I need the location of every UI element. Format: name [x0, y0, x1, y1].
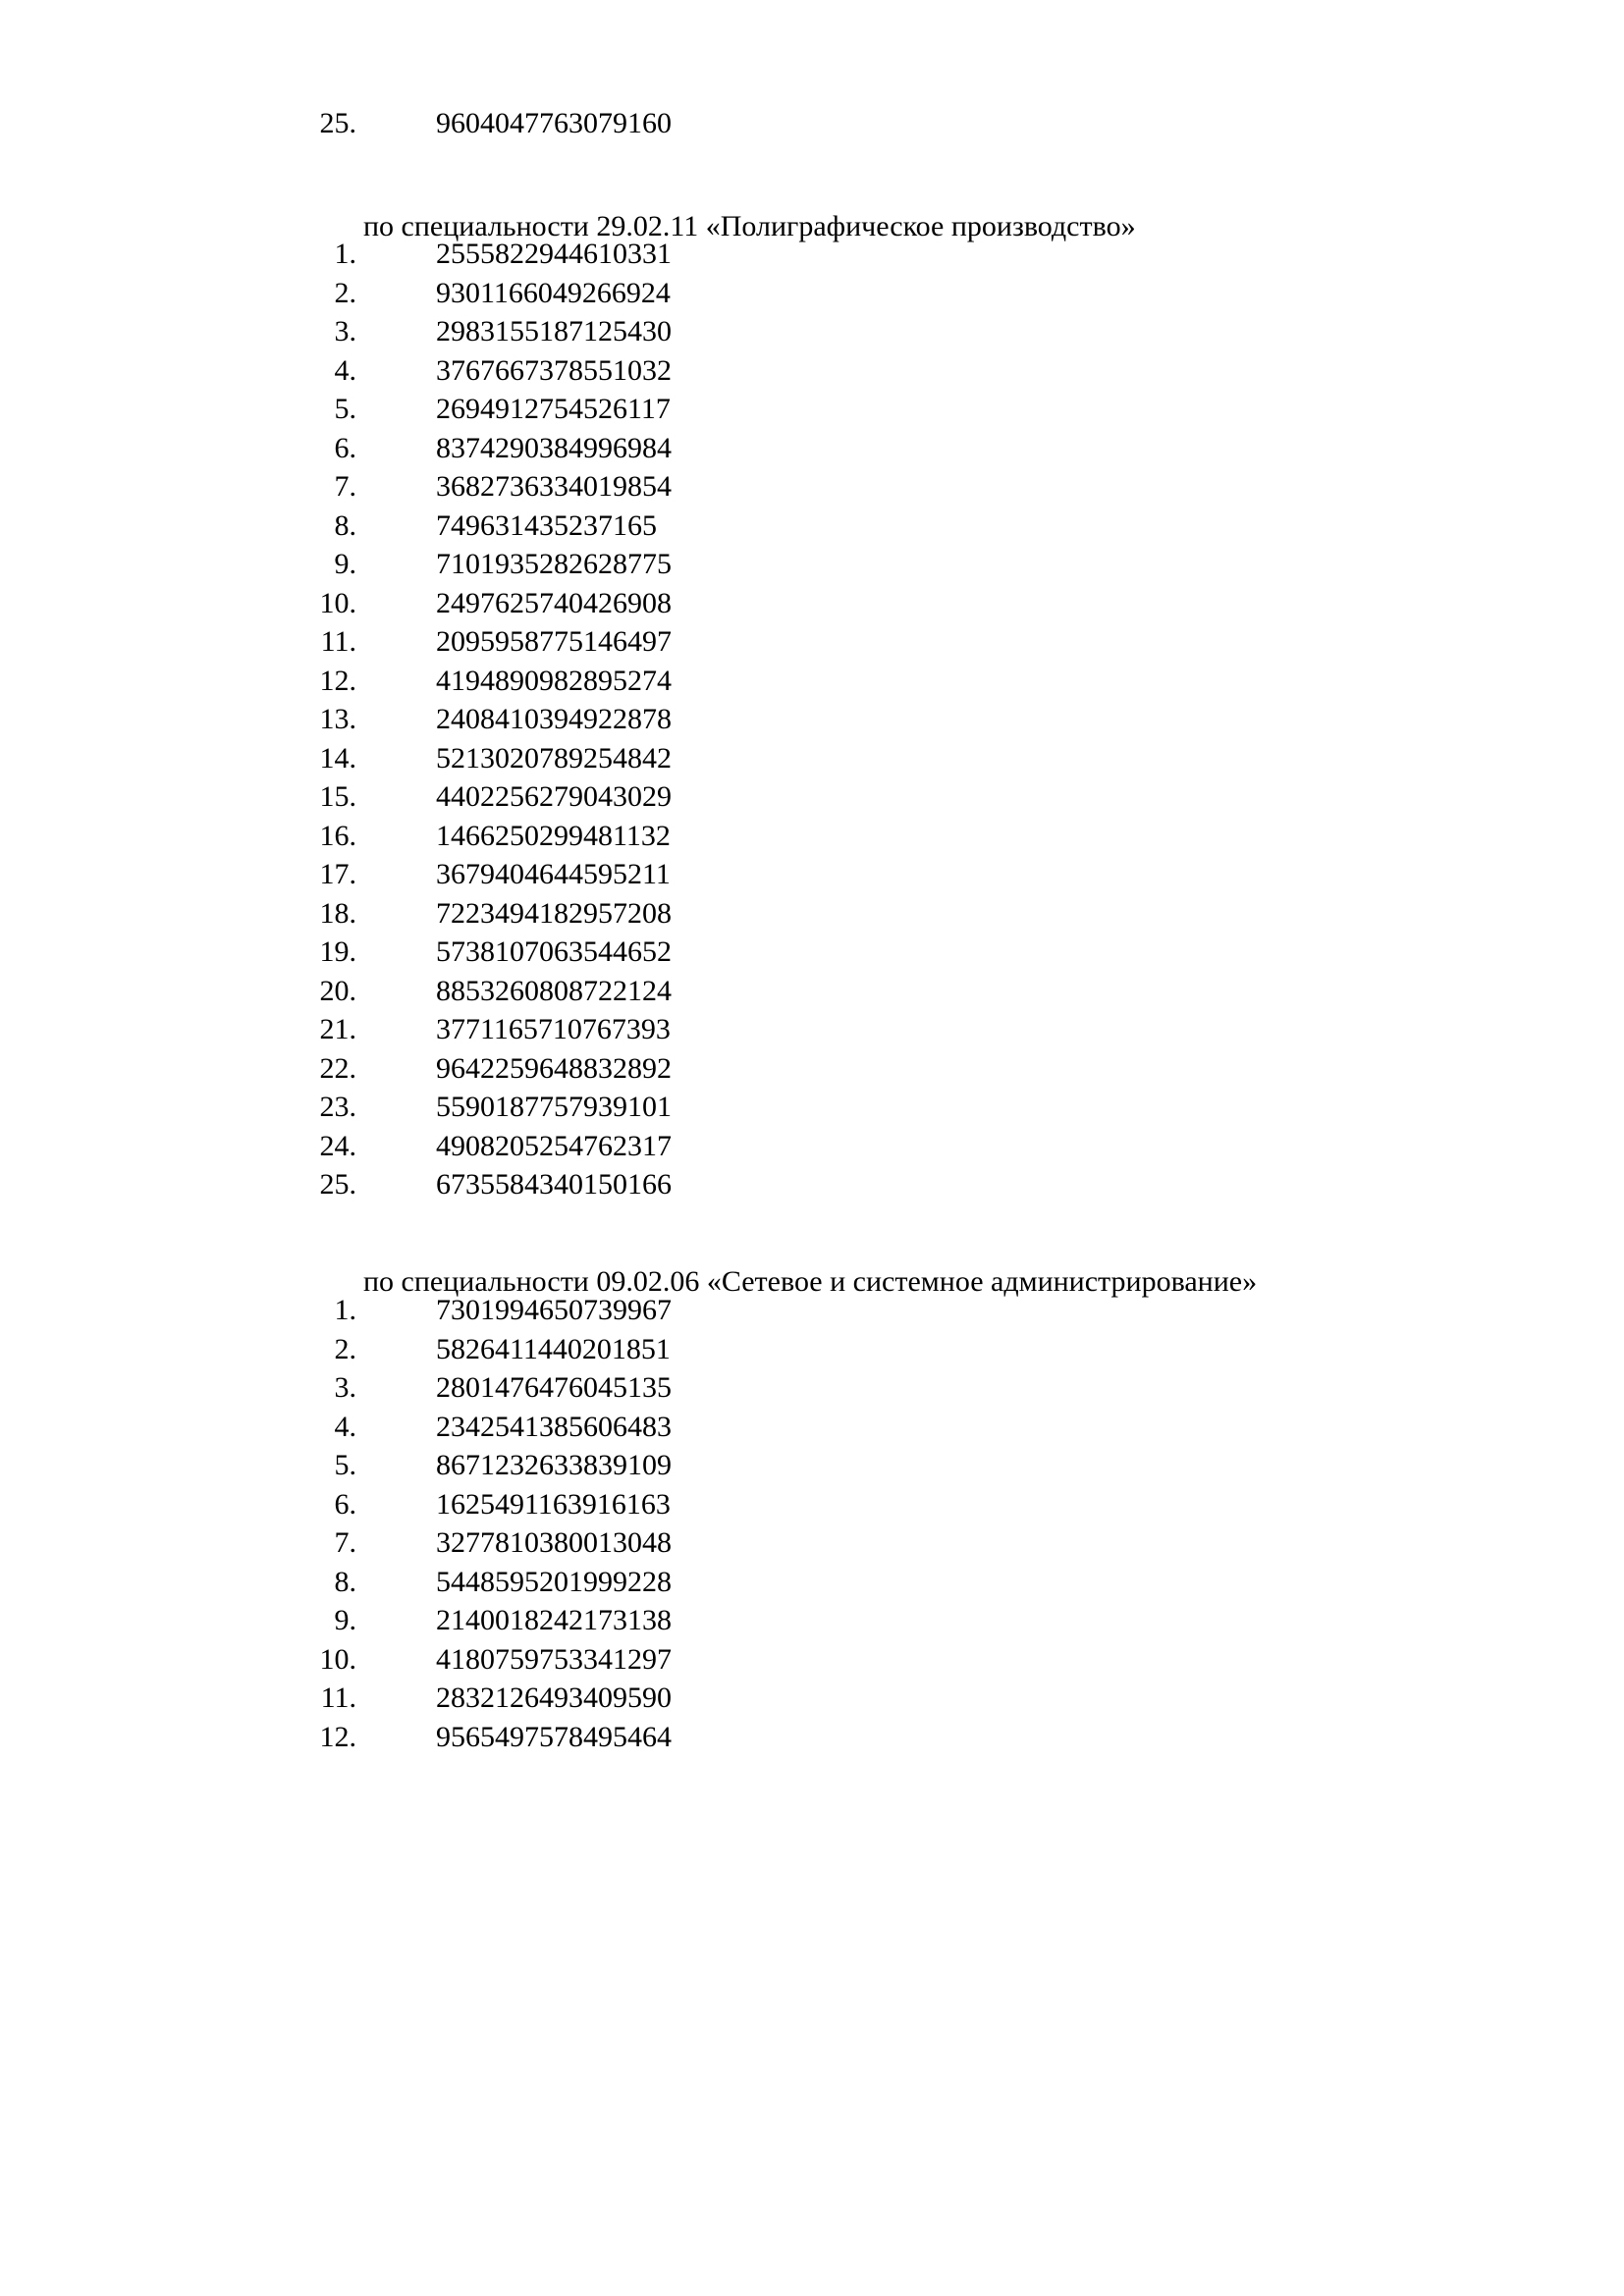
- item-number: 14.: [319, 741, 356, 774]
- list-item: [0, 274, 1624, 313]
- list-item: [0, 1601, 1624, 1640]
- item-number: 10.: [319, 1642, 356, 1676]
- item-code: 6735584340150166: [436, 1168, 672, 1201]
- item-number: 7.: [334, 1526, 356, 1559]
- item-code: 2342541385606483: [436, 1410, 672, 1443]
- item-number: 24.: [319, 1129, 356, 1162]
- list-item: [0, 739, 1624, 778]
- section-list-1: [0, 235, 1624, 1204]
- list-item: [0, 1165, 1624, 1204]
- list-item: [0, 1446, 1624, 1485]
- item-code: 8374290384996984: [436, 431, 672, 464]
- list-item: [0, 390, 1624, 429]
- item-number: 6.: [334, 431, 356, 464]
- item-code: 8671232633839109: [436, 1449, 672, 1481]
- list-item: [0, 1679, 1624, 1718]
- item-number: 12.: [319, 664, 356, 697]
- list-item: [0, 312, 1624, 351]
- item-number: 25.: [319, 1168, 356, 1201]
- item-code: 7301994650739967: [436, 1294, 672, 1326]
- list-item: [0, 467, 1624, 507]
- list-item: [0, 545, 1624, 584]
- item-number: 15.: [319, 780, 356, 813]
- item-code: 5738107063544652: [436, 935, 672, 968]
- item-code: 4908205254762317: [436, 1129, 672, 1162]
- item-number: 20.: [319, 974, 356, 1007]
- item-number: 3.: [334, 1371, 356, 1404]
- item-code: 2694912754526117: [436, 393, 671, 425]
- item-number: 22.: [319, 1051, 356, 1085]
- item-code: 2140018242173138: [436, 1604, 672, 1636]
- item-code: 1625491163916163: [436, 1487, 671, 1521]
- item-number: 3.: [334, 315, 356, 347]
- list-item: [0, 933, 1624, 972]
- item-code: 9301166049266924: [436, 276, 671, 309]
- item-number: 10.: [319, 586, 356, 619]
- item-number: 25.: [319, 107, 356, 139]
- list-item: [0, 1049, 1624, 1089]
- list-item: [0, 507, 1624, 546]
- item-number: 16.: [319, 819, 356, 852]
- item-code: 4180759753341297: [436, 1642, 672, 1676]
- list-item: [0, 104, 1624, 143]
- item-number: 23.: [319, 1091, 356, 1123]
- list-item: [0, 1485, 1624, 1524]
- item-number: 4.: [334, 1410, 356, 1443]
- item-code: 3679404644595211: [436, 858, 671, 890]
- item-number: 11.: [320, 1682, 356, 1714]
- item-code: 5590187757939101: [436, 1091, 672, 1123]
- item-number: 2.: [334, 276, 356, 309]
- list-item: [0, 700, 1624, 739]
- item-code: 7223494182957208: [436, 896, 672, 930]
- list-item: [0, 894, 1624, 934]
- item-number: 5.: [334, 393, 356, 425]
- list-item: [0, 1368, 1624, 1408]
- item-code: 2983155187125430: [436, 315, 672, 347]
- item-number: 2.: [334, 1332, 356, 1365]
- list-item: [0, 817, 1624, 856]
- list-item: [0, 1010, 1624, 1049]
- item-number: 7.: [334, 470, 356, 503]
- item-number: 17.: [319, 858, 356, 890]
- item-code: 9604047763079160: [436, 107, 672, 139]
- item-number: 11.: [320, 625, 356, 658]
- list-item: [0, 1291, 1624, 1330]
- list-item: [0, 777, 1624, 817]
- list-item: [0, 235, 1624, 274]
- item-code: 5213020789254842: [436, 741, 672, 774]
- list-item: [0, 1088, 1624, 1127]
- item-code: 2801476476045135: [436, 1371, 672, 1404]
- item-code: 9565497578495464: [436, 1720, 672, 1753]
- lead-list: [0, 104, 1624, 143]
- item-number: 1.: [334, 1294, 356, 1326]
- list-item: [0, 855, 1624, 894]
- item-code: 3767667378551032: [436, 353, 672, 387]
- list-item: [0, 972, 1624, 1011]
- item-number: 9.: [334, 548, 356, 580]
- item-code: 4194890982895274: [436, 664, 672, 697]
- item-code: 1466250299481132: [436, 819, 671, 852]
- section-list-2: [0, 1291, 1624, 1756]
- item-code: 7101935282628775: [436, 548, 672, 580]
- list-item: [0, 1640, 1624, 1680]
- item-number: 8.: [334, 508, 356, 542]
- item-code: 3771165710767393: [436, 1013, 671, 1045]
- item-code: 5826411440201851: [436, 1332, 671, 1365]
- item-code: 8853260808722124: [436, 974, 672, 1007]
- list-item: [0, 429, 1624, 468]
- item-number: 1.: [334, 238, 356, 270]
- item-number: 6.: [334, 1487, 356, 1521]
- item-code: 2408410394922878: [436, 703, 672, 735]
- section-heading-2: по специальности 09.02.06 «Сетевое и системное администрирование»: [363, 1265, 1258, 1298]
- list-item: [0, 1408, 1624, 1447]
- item-code: 3682736334019854: [436, 470, 672, 503]
- item-number: 5.: [334, 1449, 356, 1481]
- item-code: 9642259648832892: [436, 1051, 672, 1085]
- item-code: 3277810380013048: [436, 1526, 672, 1559]
- list-item: [0, 1718, 1624, 1757]
- item-number: 4.: [334, 353, 356, 387]
- item-number: 12.: [319, 1720, 356, 1753]
- list-item: [0, 1127, 1624, 1166]
- item-number: 8.: [334, 1565, 356, 1598]
- item-code: 4402256279043029: [436, 780, 672, 813]
- item-code: 2832126493409590: [436, 1682, 672, 1714]
- item-number: 13.: [319, 703, 356, 735]
- item-code: 5448595201999228: [436, 1565, 672, 1598]
- list-item: [0, 662, 1624, 701]
- item-code: 2497625740426908: [436, 586, 672, 619]
- item-code: 2555822944610331: [436, 238, 672, 270]
- list-item: [0, 622, 1624, 662]
- list-item: [0, 1563, 1624, 1602]
- section-heading-1: по специальности 29.02.11 «Полиграфическое производство»: [363, 210, 1136, 242]
- item-number: 18.: [319, 896, 356, 930]
- list-item: [0, 351, 1624, 391]
- item-code: 2095958775146497: [436, 625, 672, 658]
- item-number: 21.: [319, 1013, 356, 1045]
- item-code: 749631435237165: [436, 508, 657, 542]
- list-item: [0, 1330, 1624, 1369]
- item-number: 9.: [334, 1604, 356, 1636]
- list-item: [0, 584, 1624, 623]
- item-number: 19.: [319, 935, 356, 968]
- list-item: [0, 1523, 1624, 1563]
